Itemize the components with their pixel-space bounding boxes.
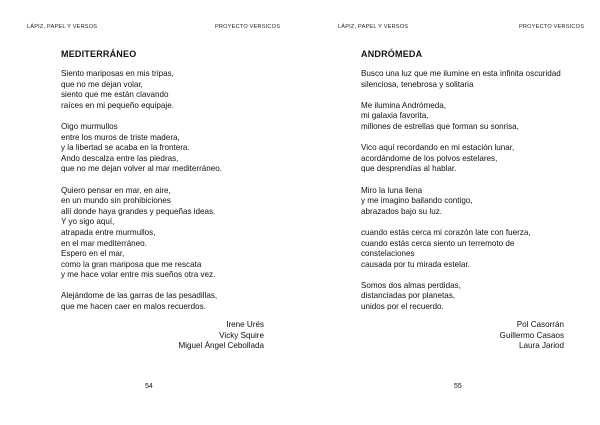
poem-line: Me ilumina Andrómeda, — [361, 100, 447, 110]
poem-line: allí donde haya grandes y pequeñas ideas. — [61, 206, 216, 216]
poem-line: unidos por el recuerdo. — [361, 302, 444, 312]
poem-line: raíces en mi pequeño equipaje. — [61, 100, 174, 110]
poem-line: cuando estás cerca siento un terremoto de — [361, 238, 515, 248]
stanza — [61, 186, 291, 281]
poem-line: distanciadas por planetas, — [361, 291, 456, 301]
poem-line: entre los muros de triste madera, — [61, 132, 180, 142]
author-name: Miguel Ángel Cebollada — [178, 341, 264, 351]
poem-title: ANDRÓMEDA — [361, 49, 423, 59]
poem-line: Somos dos almas perdidas, — [361, 280, 461, 290]
poem-line: mi galaxia favorita, — [361, 111, 429, 121]
running-header-left: LÁPIZ, PAPEL Y VERSOS — [338, 24, 409, 30]
poem-line: abrazados bajo su luz. — [361, 206, 442, 216]
stanza — [361, 186, 593, 218]
running-header-right: PROYECTO VERSICOS — [215, 24, 281, 30]
poem-line: atrapada entre murmullos, — [61, 227, 156, 237]
poem-line: Ando descalza entre las piedras, — [61, 153, 179, 163]
poem-line: Y yo sigo aquí, — [61, 217, 115, 227]
stanza — [361, 143, 593, 175]
poem-line: en un mundo sin prohibiciones — [61, 196, 171, 206]
stanza — [361, 69, 593, 90]
author-name: Guillermo Casaos — [499, 330, 564, 340]
poem-authors — [179, 320, 265, 352]
poem-line: causada por tu mirada estelar. — [361, 259, 470, 269]
page-right — [300, 0, 600, 425]
poem-line: Siento mariposas en mis tripas, — [61, 69, 174, 78]
poem-line: que no me dejan volar, — [61, 79, 143, 89]
page-number: 54 — [145, 383, 153, 390]
poem-line: silenciosa, tenebrosa y solitaria — [361, 79, 474, 89]
poem-body — [61, 69, 291, 323]
stanza — [61, 291, 291, 312]
poem-line: que me hacen caer en malos recuerdos. — [61, 302, 206, 312]
poem-line: cuando estás cerca mi corazón late con fuerza, — [361, 227, 531, 237]
poem-line: que desprendías al hablar. — [361, 164, 457, 174]
poem-line: Alejándome de las garras de las pesadillas, — [61, 291, 218, 301]
poem-line: y me imagino bailando contigo, — [361, 196, 473, 206]
author-name: Vicky Squire — [219, 330, 264, 340]
stanza — [61, 69, 291, 111]
author-name: Pol Casorrán — [516, 320, 564, 329]
poem-line: y la libertad se acaba en la frontera. — [61, 143, 190, 153]
poem-line: siento que me están clavando — [61, 90, 169, 100]
poem-line: Oigo murmullos — [61, 121, 118, 131]
poem-line: Quiero pensar en mar, en aire, — [61, 185, 171, 195]
poem-line: en el mar mediterráneo. — [61, 238, 147, 248]
poem-line: y me hace volar entre mis sueños otra vez. — [61, 270, 216, 280]
poem-line: que no me dejan volver al mar mediterráneo. — [61, 164, 223, 174]
poem-line: Busco una luz que me ilumine en esta infinita oscuridad — [361, 69, 561, 78]
poem-line: acordándome de los polvos estelares, — [361, 153, 498, 163]
poem-authors — [500, 320, 564, 352]
author-name: Irene Urés — [226, 320, 264, 329]
stanza — [61, 122, 291, 175]
poem-body — [361, 69, 593, 323]
poem-line: como la gran mariposa que me rescata — [61, 259, 202, 269]
page-number: 55 — [454, 383, 462, 390]
stanza — [361, 101, 593, 133]
author-name: Laura Jariod — [519, 341, 564, 351]
running-header-left: LÁPIZ, PAPEL Y VERSOS — [27, 24, 98, 30]
poem-title: MEDITERRÁNEO — [61, 49, 137, 59]
poem-line: Miro la luna llena — [361, 185, 423, 195]
poem-line: Espero en el mar, — [61, 249, 125, 259]
poem-line: Vico aquí recordando en mi estación lunar, — [361, 143, 515, 153]
stanza — [361, 228, 593, 270]
poem-line: millones de estrellas que forman su sonrisa, — [361, 121, 519, 131]
stanza — [361, 281, 593, 313]
poem-line: constelaciones — [361, 249, 415, 259]
running-header-right: PROYECTO VERSICOS — [519, 24, 585, 30]
